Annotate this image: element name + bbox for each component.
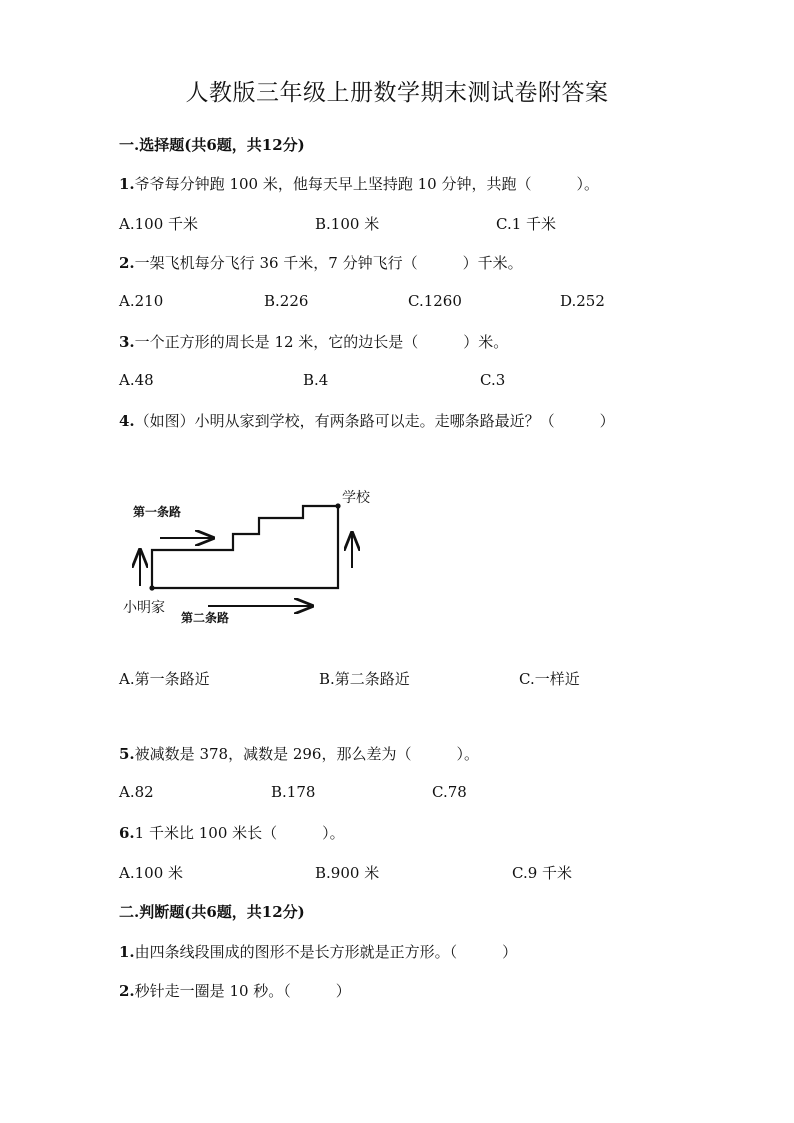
- home-label: 小明家: [123, 600, 165, 616]
- question-number: 2.: [119, 254, 135, 272]
- question-number: 5.: [119, 745, 135, 763]
- q6-option-a: A.100 米: [119, 864, 183, 882]
- question-number: 3.: [119, 333, 135, 351]
- home-point: [149, 585, 154, 590]
- school-label: 学校: [342, 490, 370, 506]
- q3-option-b: B.4: [303, 371, 329, 389]
- question-text: （如图）小明从家到学校，有两条路可以走。走哪条路最近？（ ）: [134, 412, 615, 430]
- question-text: 一架飞机每分飞行 36 千米，7 分钟飞行（ ）千米。: [134, 254, 523, 272]
- question-1: [119, 173, 599, 194]
- judgment-question-1: [119, 941, 517, 962]
- q5-option-a: A.82: [119, 783, 154, 801]
- question-number: 4.: [119, 412, 135, 430]
- q5-option-b: B.178: [271, 783, 316, 801]
- q1-option-a: A.100 千米: [119, 215, 198, 233]
- question-2: [119, 252, 523, 273]
- q2-option-a: A.210: [119, 292, 164, 310]
- q6-option-b: B.900 米: [315, 864, 380, 882]
- q6-option-c: C.9 千米: [512, 864, 573, 882]
- question-4: [119, 410, 615, 431]
- q5-option-c: C.78: [432, 783, 467, 801]
- school-point: [335, 503, 340, 508]
- question-number: 1.: [119, 175, 135, 193]
- question-number: 6.: [119, 824, 135, 842]
- question-5: [119, 743, 479, 764]
- question-6: [119, 822, 345, 843]
- question-number: 2.: [119, 982, 135, 1000]
- question-text: 秒针走一圈是 10 秒。（ ）: [134, 982, 351, 1000]
- q2-option-c: C.1260: [408, 292, 462, 310]
- question-number: 1.: [119, 943, 135, 961]
- question-text: 由四条线段围成的图形不是长方形就是正方形。（ ）: [134, 943, 518, 961]
- question-text: 被减数是 378，减数是 296，那么差为（ ）。: [134, 745, 479, 763]
- q2-option-d: D.252: [560, 292, 605, 310]
- q4-option-c: C.一样近: [519, 670, 580, 688]
- question-text: 1 千米比 100 米长（ ）。: [134, 824, 345, 842]
- route-diagram: [110, 478, 400, 638]
- q1-option-c: C.1 千米: [496, 215, 557, 233]
- q1-option-b: B.100 米: [315, 215, 380, 233]
- section-heading-judgment: 二.判断题(共6题，共12分): [119, 903, 305, 921]
- q4-option-b: B.第二条路近: [319, 670, 410, 688]
- q3-option-c: C.3: [480, 371, 506, 389]
- page-title: 人教版三年级上册数学期末测试卷附答案: [185, 80, 609, 106]
- route-1-label: 第一条路: [133, 505, 182, 519]
- q2-option-b: B.226: [264, 292, 309, 310]
- route-2-label: 第二条路: [181, 611, 230, 625]
- q3-option-a: A.48: [119, 371, 154, 389]
- judgment-question-2: [119, 980, 351, 1001]
- q4-option-a: A.第一条路近: [119, 670, 210, 688]
- question-text: 爷爷每分钟跑 100 米，他每天早上坚持跑 10 分钟，共跑（ ）。: [134, 175, 599, 193]
- question-3: [119, 331, 508, 352]
- question-text: 一个正方形的周长是 12 米，它的边长是（ ）米。: [134, 333, 509, 351]
- section-heading-choice: 一.选择题(共6题，共12分): [119, 136, 305, 154]
